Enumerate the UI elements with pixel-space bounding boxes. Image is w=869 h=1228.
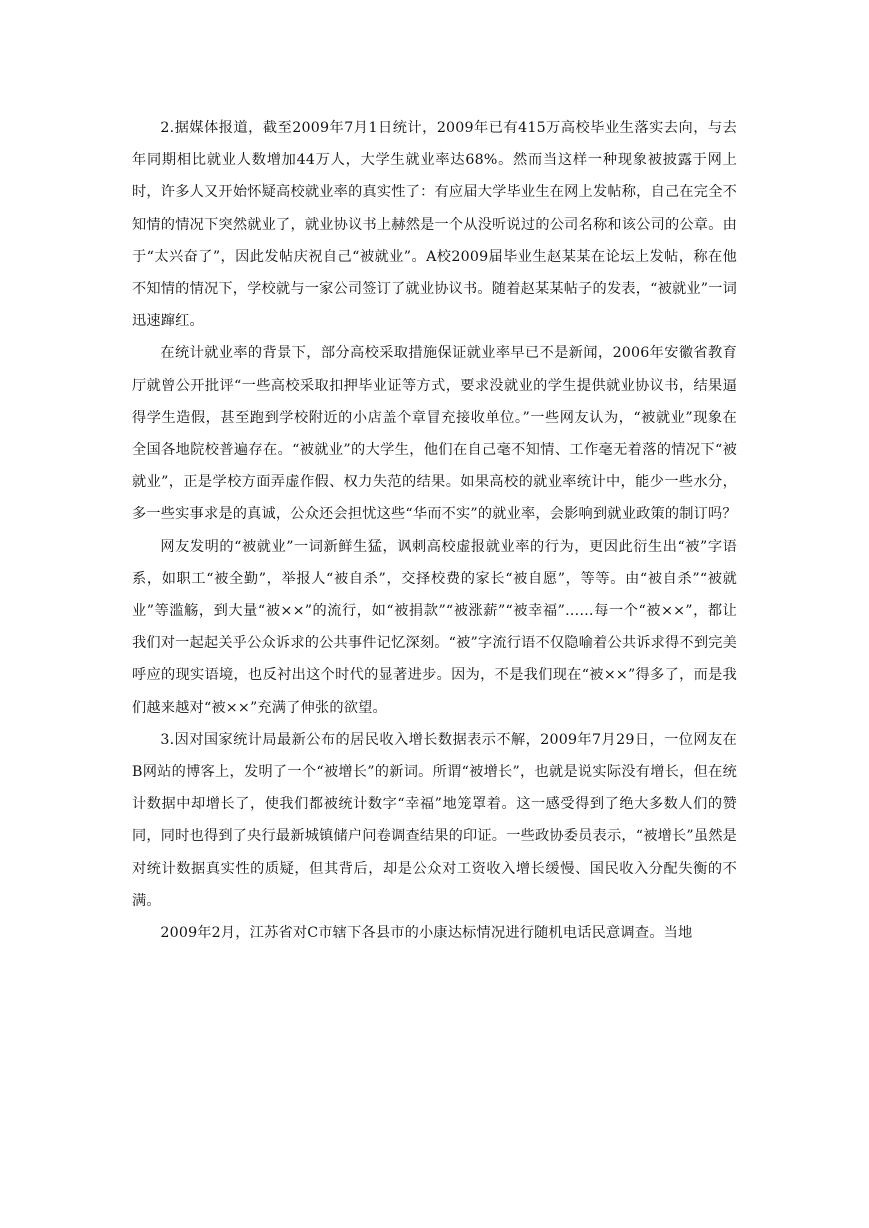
paragraph-3: 网友发明的“被就业”一词新鲜生猛，讽刺高校虚报就业率的行为，更因此衍生出“被”字语系，如职工“被全勤”，举报人“被自杀”，交择校费的家长“被自愿”，等等。由“被自杀”“被就业”等滥觞，到大量“被××”的流行，如“被捐款”“被涨薪”“被幸福”……每一个“被××”，都让我们对一起起关乎公众诉求的公共事件记忆深刻。“被”字流行语不仅隐喻着公共诉求得不到完美呼应的现实语境，也反衬出这个时代的显著进步。因为，不是我们现在“被××”得多了，而是我们越来越对“被××”充满了伸张的欲望。 <box>132 538 737 716</box>
document-body <box>132 112 737 949</box>
paragraph-5: 2009年2月，江苏省对C市辖下各县市的小康达标情况进行随机电话民意调查。当地 <box>160 925 693 942</box>
paragraph-4: 3.因对国家统计局最新公布的居民收入增长数据表示不解，2009年7月29日，一位网友在B网站的博客上，发明了一个“被增长”的新词。所谓“被增长”，也就是说实际没有增长，但在统计数据中却增长了，使我们都被统计数字“幸福”地笼罩着。这一感受得到了绝大多数人们的赞同，同时也得到了央行最新城镇储户问卷调查结果的印证。一些政协委员表示，“被增长”虽然是对统计数据真实性的质疑，但其背后，却是公众对工资收入增长缓慢、国民收入分配失衡的不满。 <box>132 731 737 909</box>
paragraph-2: 在统计就业率的背景下，部分高校采取措施保证就业率早已不是新闻，2006年安徽省教育厅就曾公开批评“一些高校采取扣押毕业证等方式，要求没就业的学生提供就业协议书，结果逼得学生造假，甚至跑到学校附近的小店盖个章冒充接收单位。”一些网友认为，“被就业”现象在全国各地院校普遍存在。“被就业”的大学生，他们在自己毫不知情、工作毫无着落的情况下“被就业”，正是学校方面弄虚作假、权力失范的结果。如果高校的就业率统计中，能少一些水分，多一些实事求是的真诚，公众还会担忧这些“华而不实”的就业率，会影响到就业政策的制订吗？ <box>132 345 737 523</box>
paragraph-1: 2.据媒体报道，截至2009年7月1日统计，2009年已有415万高校毕业生落实去向，与去年同期相比就业人数增加44万人，大学生就业率达68%。然而当这样一种现象被披露于网上时，许多人又开始怀疑高校就业率的真实性了：有应届大学毕业生在网上发帖称，自己在完全不知情的情况下突然就业了，就业协议书上赫然是一个从没听说过的公司名称和该公司的公章。由于“太兴奋了”，因此发帖庆祝自己“被就业”。A校2009届毕业生赵某某在论坛上发帖，称在他不知情的情况下，学校就与一家公司签订了就业协议书。随着赵某某帖子的发表，“被就业”一词迅速蹿红。 <box>132 120 737 330</box>
